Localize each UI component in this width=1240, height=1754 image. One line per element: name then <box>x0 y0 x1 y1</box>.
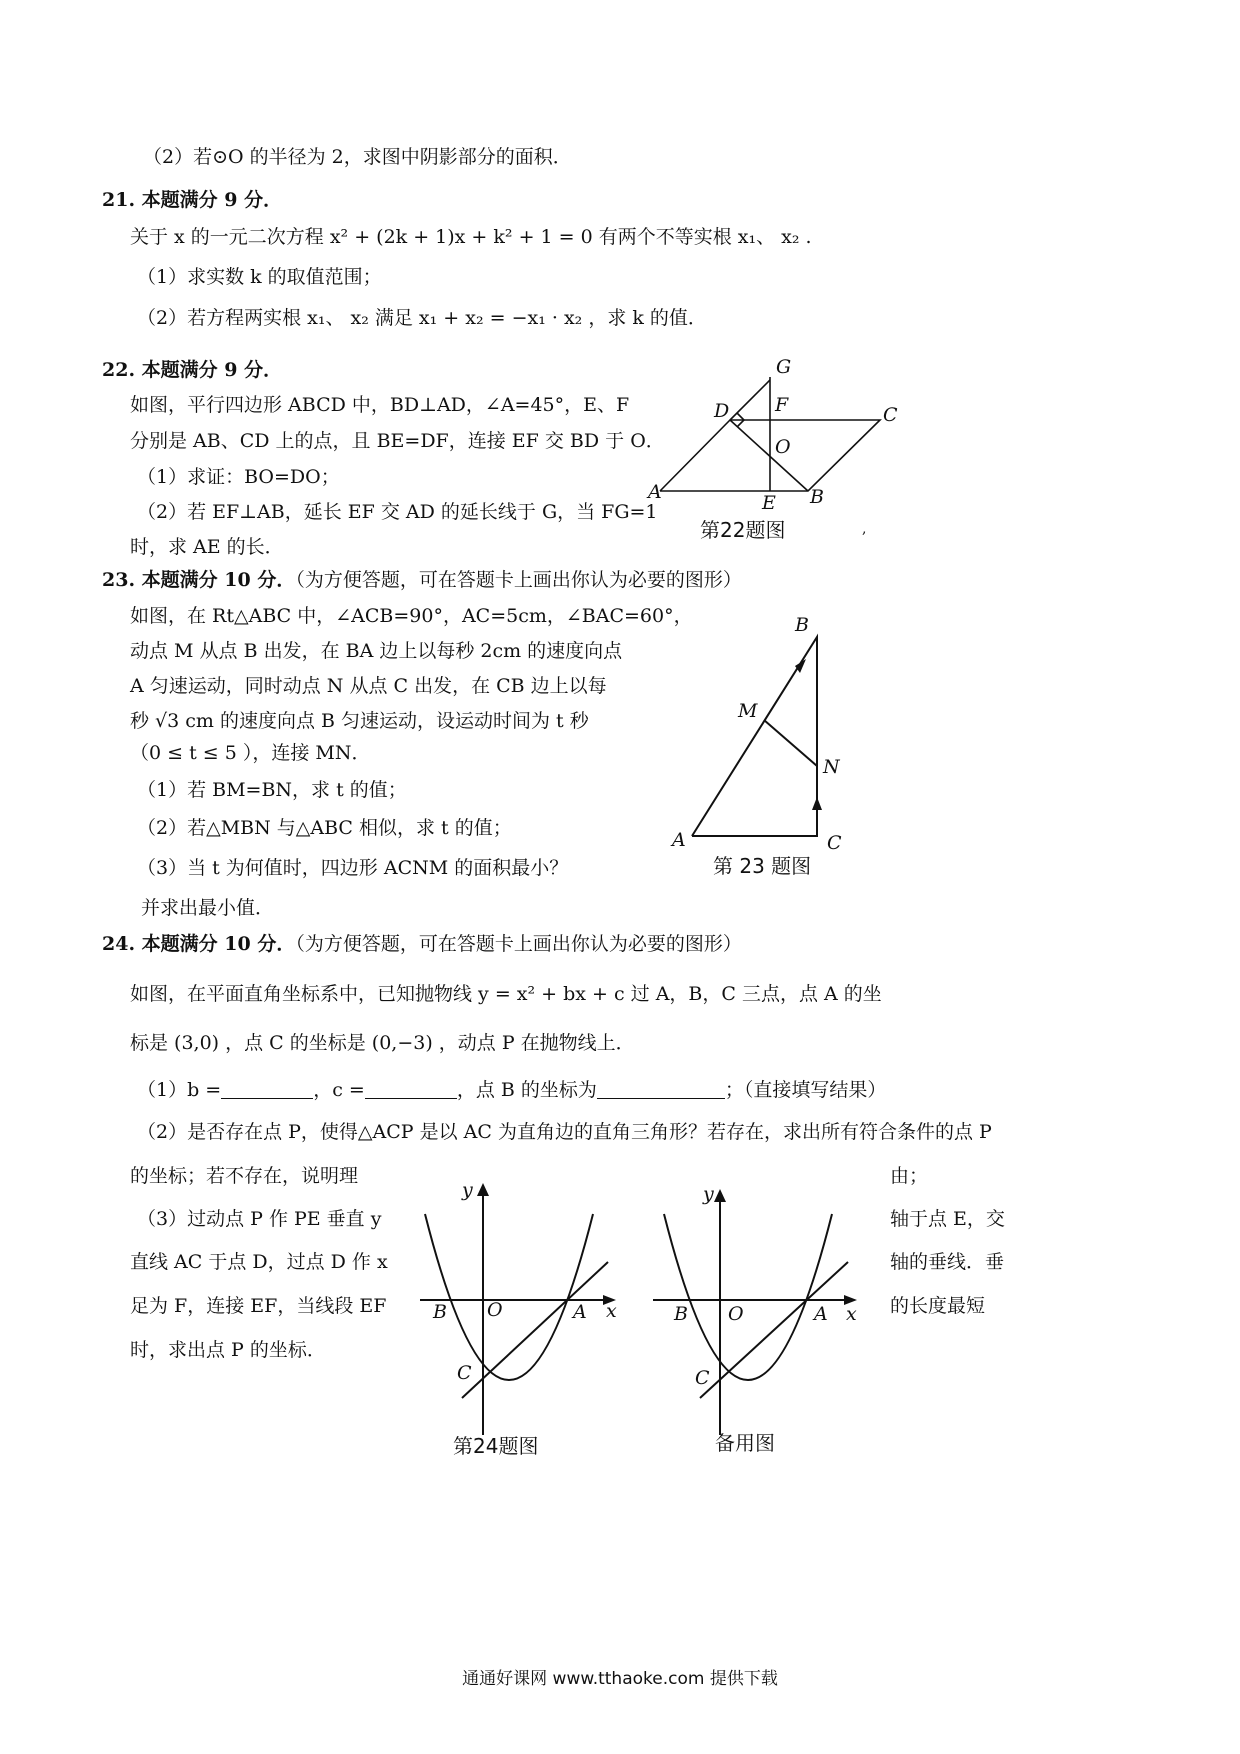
q21-stem: 关于 x 的一元二次方程 x² + (2k + 1)x + k² + 1 = 0 有两个不等实根 x₁、 x₂ . <box>130 226 812 248</box>
q24-heading: 24. 本题满分 10 分． <box>102 933 296 955</box>
q22-label-o: O <box>775 436 791 458</box>
q22-label-e: E <box>762 492 776 514</box>
q22-figure-caption: 第22题图 <box>700 518 786 542</box>
q24-part1-end: ；（直接填写结果） <box>724 1079 887 1101</box>
q23-part3a: （3）当 t 为何值时，四边形 ACNM 的面积最小？ <box>137 857 569 879</box>
q24-f1-label-a: A <box>573 1301 587 1323</box>
q24-line2: 标是 (3,0) ，点 C 的坐标是 (0,−3) ，动点 P 在抛物线上． <box>130 1032 635 1054</box>
q23-line2: 动点 M 从点 B 出发，在 BA 边上以每秒 2cm 的速度向点 <box>130 640 623 662</box>
q24-part2a: （2）是否存在点 P，使得△ACP 是以 AC 为直角边的直角三角形？若存在，求出所有符合条件的点 P <box>137 1121 992 1143</box>
q22-line1: 如图，平行四边形 ABCD 中，BD⊥AD，∠A=45°，E、F <box>130 394 630 416</box>
q22-label-b: B <box>810 486 824 508</box>
q24-part3-l1: （3）过动点 P 作 PE 垂直 y <box>137 1208 382 1230</box>
q24-part3-l4: 时，求出点 P 的坐标． <box>130 1339 326 1361</box>
q24-f1-label-c: C <box>457 1362 472 1384</box>
q24-f2-label-c: C <box>695 1367 710 1389</box>
q24-f2-line-ac <box>700 1262 848 1398</box>
q24-part1-b-point-label: ，点 B 的坐标为 <box>456 1079 597 1101</box>
q23-line1: 如图，在 Rt△ABC 中，∠ACB=90°，AC=5cm，∠BAC=60°， <box>130 605 693 627</box>
q23-line3: A 匀速运动，同时动点 N 从点 C 出发，在 CB 边上以每 <box>130 675 607 697</box>
q23-heading: 23. 本题满分 10 分． <box>102 569 296 591</box>
q22-heading: 22. 本题满分 9 分． <box>102 359 283 381</box>
q24-f1-label-x: x <box>606 1300 617 1322</box>
q23-note: （为方便答题，可在答题卡上画出你认为必要的图形） <box>295 569 742 591</box>
q23-part2: （2）若△MBN 与△ABC 相似，求 t 的值； <box>137 817 512 839</box>
q23-label-b: B <box>795 614 809 636</box>
q23-line4: 秒 √3 cm 的速度向点 B 匀速运动，设运动时间为 t 秒 <box>130 710 589 732</box>
q24-part3-l2: 直线 AC 于点 D，过点 D 作 x <box>130 1251 388 1273</box>
q23-part1: （1）若 BM=BN，求 t 的值； <box>137 779 407 801</box>
page-footer: 通通好课网 www.tthaoke.com 提供下载 <box>462 1669 778 1689</box>
q24-figure2-caption: 备用图 <box>715 1431 775 1455</box>
q22-label-c: C <box>883 404 898 426</box>
q24-f1-label-y: y <box>462 1179 473 1201</box>
q22-part1: （1）求证：BO=DO； <box>137 466 340 488</box>
q24-f1-label-o: O <box>487 1299 503 1321</box>
q24-f2-y-arrow <box>714 1189 726 1202</box>
q24-part2b-left: 的坐标；若不存在，说明理 <box>130 1165 359 1187</box>
q24-part3-r1: 轴于点 E，交 <box>890 1208 1005 1230</box>
q24-part2b-right: 由； <box>890 1165 929 1187</box>
q21-part2: （2）若方程两实根 x₁、 x₂ 满足 x₁ + x₂ = −x₁ · x₂ ，求 k 的值． <box>137 307 707 329</box>
q24-f2-label-o: O <box>728 1303 744 1325</box>
q24-part3-r3: 的长度最短 <box>890 1295 986 1317</box>
q23-figure-caption: 第 23 题图 <box>713 854 812 878</box>
q22-stray-mark: , <box>862 521 867 537</box>
q24-part3-r2: 轴的垂线．垂 <box>890 1251 1005 1273</box>
q23-label-a: A <box>672 829 686 851</box>
q23-part3b: 并求出最小值． <box>141 897 275 919</box>
q22-label-f: F <box>775 394 789 416</box>
q23-label-n: N <box>823 756 840 778</box>
q22-label-g: G <box>776 356 792 378</box>
q21-part1: （1）求实数 k 的取值范围； <box>137 266 382 288</box>
q24-f2-label-b: B <box>674 1303 688 1325</box>
q24-part1-c-label: ，c = <box>313 1079 365 1101</box>
q20-part2: （2）若⊙O 的半径为 2，求图中阴影部分的面积． <box>143 146 572 168</box>
q24-part3-l3: 足为 F，连接 EF，当线段 EF <box>130 1295 387 1317</box>
q24-f2-label-a: A <box>814 1303 828 1325</box>
q24-f1-label-b: B <box>433 1301 447 1323</box>
q24-note: （为方便答题，可在答题卡上画出你认为必要的图形） <box>295 933 742 955</box>
q22-part2b: 时，求 AE 的长． <box>130 536 284 558</box>
q23-label-c: C <box>827 832 842 854</box>
q23-label-m: M <box>738 700 758 722</box>
q24-part1-b-label: （1）b = <box>137 1079 222 1101</box>
q24-f2-label-y: y <box>703 1183 714 1205</box>
q22-label-d: D <box>714 400 730 422</box>
q23-line5: （0 ≤ t ≤ 5 ），连接 MN． <box>130 742 371 764</box>
q24-line1: 如图，在平面直角坐标系中，已知抛物线 y = x² + bx + c 过 A，B，C 三点，点 A 的坐 <box>130 983 882 1005</box>
q21-heading: 21. 本题满分 9 分． <box>102 189 283 211</box>
q24-figure1-caption: 第24题图 <box>453 1434 539 1458</box>
q22-part2a: （2）若 EF⊥AB，延长 EF 交 AD 的延长线于 G，当 FG=1 <box>137 501 658 523</box>
q22-label-a: A <box>648 481 662 503</box>
q24-f2-label-x: x <box>846 1303 857 1325</box>
q22-line2: 分别是 AB、CD 上的点，且 BE=DF，连接 EF 交 BD 于 O． <box>130 430 665 452</box>
